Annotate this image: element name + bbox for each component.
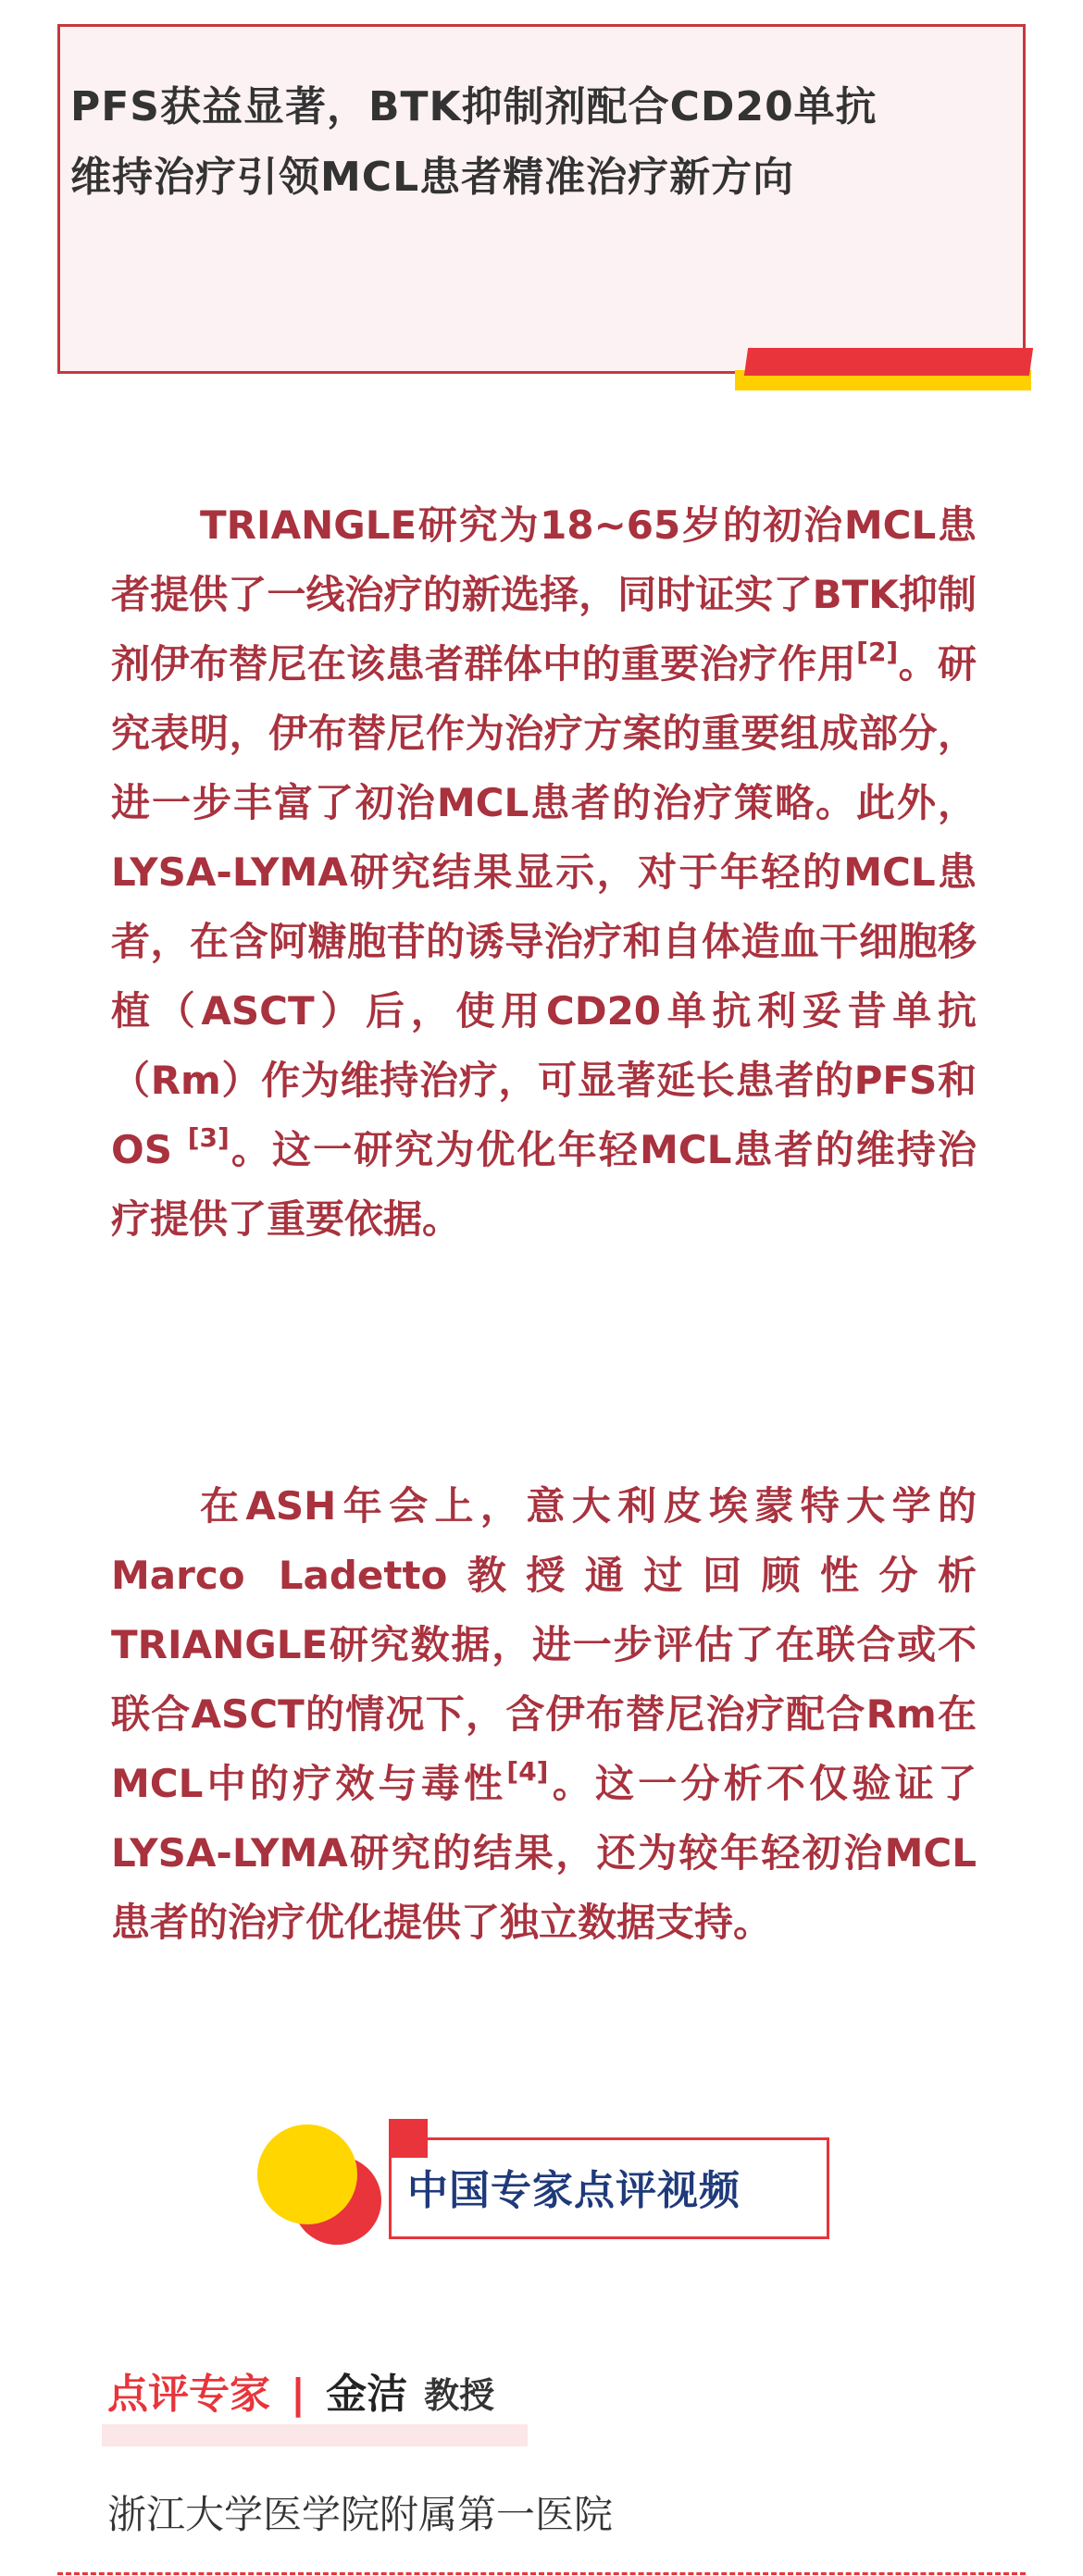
- reference-2: [2]: [856, 637, 899, 667]
- paragraph-1-text-a: TRIANGLE研究为18~65岁的初治MCL患者提供了一线治疗的新选择，同时证实了BTK抑制剂伊布替尼在该患者群体中的重要治疗作用: [111, 502, 977, 687]
- paragraph-1-text-c: 。这一研究为优化年轻MCL患者的维持治疗提供了重要依据。: [111, 1127, 977, 1242]
- reviewer-separator: |: [291, 2371, 306, 2418]
- video-logo-yellow-circle-icon: [257, 2124, 357, 2224]
- reference-3: [3]: [187, 1122, 230, 1153]
- body-paragraph-1: [111, 490, 977, 1254]
- video-logo-red-square-icon: [389, 2119, 428, 2158]
- reviewer-highlight-bar: [102, 2424, 528, 2446]
- reference-4: [4]: [506, 1756, 549, 1787]
- reviewer-name: 金洁: [326, 2371, 408, 2418]
- body-paragraph-2: [111, 1471, 977, 1957]
- reviewer-hospital: 浙江大学医学院附属第一医院: [107, 2492, 614, 2537]
- paragraph-2-text-a: 在ASH年会上，意大利皮埃蒙特大学的Marco Ladetto教授通过回顾性分析TRIANGLE研究数据，进一步评估了在联合或不联合ASCT的情况下，含伊布替尼治疗配合Rm在MCL中的疗效与毒性: [111, 1483, 977, 1806]
- dashed-divider: [57, 2572, 1026, 2575]
- paragraph-2-text-b: 。这一分析不仅验证了LYSA-LYMA研究的结果，还为较年轻初治MCL患者的治疗优化提供了独立数据支持。: [111, 1761, 977, 1945]
- reviewer-title: 教授: [424, 2375, 495, 2416]
- reviewer-label: 点评专家: [107, 2371, 270, 2418]
- article-heading: PFS获益显著，BTK抑制剂配合CD20单抗维持治疗引领MCL患者精准治疗新方向: [70, 83, 878, 201]
- title-accent-red-bar: [744, 348, 1033, 376]
- video-section-label[interactable]: 中国专家点评视频: [407, 2167, 741, 2214]
- reviewer-line: [107, 2367, 494, 2423]
- paragraph-1-text-b: 。研究表明，伊布替尼作为治疗方案的重要组成部分，进一步丰富了初治MCL患者的治疗策略。此外，LYSA-LYMA研究结果显示，对于年轻的MCL患者，在含阿糖胞苷的诱导治疗和自体造血干细胞移植（ASCT）后，使用CD20单抗利妥昔单抗（Rm）作为维持治疗，可显著延长患者的PFS和OS: [111, 641, 977, 1172]
